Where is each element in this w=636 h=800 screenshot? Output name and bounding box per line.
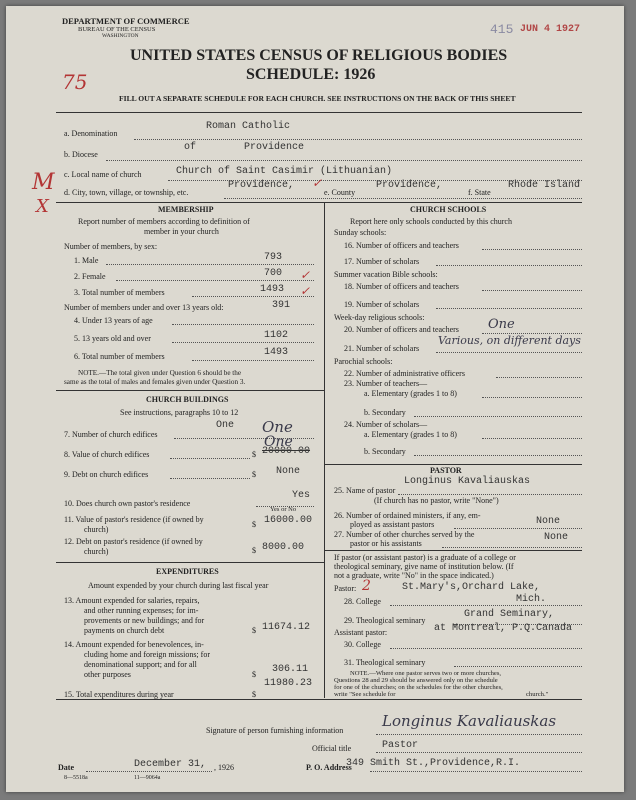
q12-dollar: $ (252, 546, 256, 555)
pastor-rule (324, 550, 582, 551)
total3-label: 3. Total number of members (74, 288, 165, 297)
q24-label: 24. Number of scholars— (344, 420, 428, 429)
under13-line (172, 324, 314, 325)
date-line (86, 771, 212, 772)
graduate-note-3: not a graduate, write "No" in the space indicated.) (334, 571, 494, 580)
q12-label-2: church) (84, 547, 109, 556)
assistant-pastor-label: Assistant pastor: (334, 628, 388, 637)
city-label: d. City, town, village, or township, etc. (64, 188, 189, 197)
q18-line (482, 290, 582, 291)
membership-heading: MEMBERSHIP (158, 205, 214, 214)
pastor-note-3: for one of the churches; on the schedules for the other churches, (334, 684, 503, 691)
sunday-label: Sunday schools: (334, 228, 387, 237)
pastor-heading: PASTOR (430, 466, 462, 475)
state-label: f. State (468, 188, 491, 197)
membership-note-1: NOTE.—The total given under Question 6 should be the (78, 369, 242, 377)
q22-label: 22. Number of administrative officers (344, 369, 465, 378)
po-address-label: P. O. Address (306, 763, 352, 772)
q27-line (442, 547, 582, 548)
q27-value: None (544, 532, 569, 543)
column-divider (324, 202, 325, 698)
church-name-value: Church of Saint Casimir (Lithuanian) (176, 166, 393, 177)
q22-line (496, 377, 582, 378)
q7-line (174, 438, 314, 439)
total6-value: 1493 (264, 347, 289, 358)
pastor-annotation: 2 (362, 578, 371, 594)
red-check-female: ✓ (300, 268, 311, 282)
q31-line (454, 666, 582, 667)
male-value: 793 (264, 252, 283, 263)
q26-label-1: 26. Number of ordained ministers, if any, em- (334, 511, 481, 520)
schools-intro: Report here only schools conducted by this church (350, 217, 512, 226)
under13-label: 4. Under 13 years of age (74, 316, 153, 325)
q10-label: 10. Does church own pastor's residence (64, 499, 191, 508)
schedule-title: SCHEDULE: 1926 (246, 66, 376, 83)
summer-label: Summer vacation Bible schools: (334, 270, 438, 279)
q26-line (454, 528, 582, 529)
received-stamp-date: JUN 4 1927 (520, 24, 581, 35)
q19-label: 19. Number of scholars (344, 300, 420, 309)
city-line (224, 198, 582, 199)
q25-note: (If church has no pastor, write "None") (374, 496, 499, 505)
q18-label: 18. Number of officers and teachers (344, 282, 459, 291)
male-label: 1. Male (74, 256, 99, 265)
membership-intro-1: Report number of members according to definition of (78, 217, 250, 226)
membership-note-2: same as the total of males and females given under Question 3. (64, 378, 246, 386)
q21-value: Various, on different days (438, 334, 581, 347)
buildings-rule (56, 562, 324, 563)
q28-label: 28. College (344, 597, 381, 606)
county-value: Providence, (376, 180, 443, 191)
total3-value: 1493 (260, 284, 285, 295)
age-label: Number of members under and over 13 years old: (64, 303, 224, 312)
po-address-line (370, 771, 582, 772)
city-value: Providence, (228, 180, 295, 191)
signature-line (376, 734, 582, 735)
q14-value: 306.11 (272, 664, 309, 675)
official-title-value: Pastor (382, 740, 419, 751)
q24a-line (482, 438, 582, 439)
q10-value: Yes (292, 490, 311, 501)
q11-label-1: 11. Value of pastor's residence (if owned by (64, 515, 204, 524)
annotation-x: X (36, 196, 49, 217)
schools-rule (324, 464, 582, 465)
annotation-m: M (32, 170, 55, 195)
q7-value: One (216, 420, 235, 431)
pastor-sub-label: Pastor: (334, 584, 357, 593)
official-title-line (376, 752, 582, 753)
q20-value: One (488, 317, 515, 332)
pastor-note-5: church." (526, 691, 549, 698)
county-label: e. County (324, 188, 356, 197)
total6-line (192, 360, 314, 361)
q9-line (170, 478, 250, 479)
q9-value: None (276, 466, 301, 477)
q8-value: 20000.00 (262, 446, 311, 457)
male-line (106, 264, 314, 265)
q24b-label: b. Secondary (364, 447, 406, 456)
official-title-label: Official title (312, 744, 352, 753)
q28-value-2: Mich. (516, 594, 547, 605)
q30-label: 30. College (344, 640, 381, 649)
by-sex-label: Number of members, by sex: (64, 242, 158, 251)
q26-label-2: ployed as assistant pastors (350, 520, 435, 529)
diocese-line (106, 160, 582, 161)
q14-dollar: $ (252, 670, 256, 679)
q11-dollar: $ (252, 520, 256, 529)
schools-heading: CHURCH SCHOOLS (410, 205, 487, 214)
graduate-note-1: If pastor (or assistant pastor) is a graduate of a college or (334, 553, 516, 562)
fill-instructions: FILL OUT A SEPARATE SCHEDULE FOR EACH CHURCH. SEE INSTRUCTIONS ON THE BACK OF THIS SHEET (119, 94, 516, 103)
q15-dollar: $ (252, 690, 256, 699)
female-label: 2. Female (74, 272, 106, 281)
q30-line (390, 648, 582, 649)
q23a-line (482, 397, 582, 398)
q17-label: 17. Number of scholars (344, 257, 420, 266)
q23b-line (414, 416, 582, 417)
red-check-city: ✓ (312, 176, 323, 190)
q13-label-2: and other running expenses; for im- (84, 606, 199, 615)
age-value: 391 (272, 300, 291, 311)
state-value: Rhode Island (508, 180, 581, 191)
q27-label-1: 27. Number of other churches served by the (334, 530, 475, 539)
q21-label: 21. Number of scholars (344, 344, 420, 353)
q17-line (436, 265, 582, 266)
date-value: December 31, (134, 759, 207, 770)
form-number-1: 8—5518a (64, 775, 88, 781)
q13-dollar: $ (252, 626, 256, 635)
pastor-note-1: NOTE.—Where one pastor serves two or more churches, (350, 670, 502, 677)
q14-label-3: denominational support; and for all (84, 660, 197, 669)
parochial-label: Parochial schools: (334, 357, 393, 366)
denomination-line (134, 139, 582, 140)
date-label: Date (58, 763, 74, 772)
q9-dollar: $ (252, 470, 256, 479)
date-year: , 1926 (214, 763, 234, 772)
q29-value-2: at Montreal, P.Q.Canada (434, 623, 573, 634)
q25-line (398, 494, 582, 495)
q11-value: 16000.00 (264, 515, 313, 526)
over13-value: 1102 (264, 330, 289, 341)
q12-value: 8000.00 (262, 542, 305, 553)
q14-label-1: 14. Amount expended for benevolences, in- (64, 640, 204, 649)
q14-label-4: other purposes (84, 670, 131, 679)
total6-label: 6. Total number of members (74, 352, 165, 361)
diocese-value: of Providence (184, 142, 305, 153)
q7-hand-value: One (262, 418, 293, 436)
yes-no-hint: Yes or No (270, 506, 297, 513)
pastor-note-2: Questions 28 and 29 should be answered only on the schedule (334, 677, 498, 684)
q28-line (390, 605, 582, 606)
weekday-label: Week-day religious schools: (334, 313, 425, 322)
po-address-value: 349 Smith St.,Providence,R.I. (346, 758, 521, 769)
church-name-label: c. Local name of church (64, 170, 142, 179)
q24a-label: a. Elementary (grades 1 to 8) (364, 430, 457, 439)
q15-value: 11980.23 (264, 678, 313, 689)
q13-label-4: payments on church debt (84, 626, 165, 635)
signature-value: Longinus Kavaliauskas (382, 712, 557, 730)
stamp-number: 415 (490, 22, 514, 37)
q20-label: 20. Number of officers and teachers (344, 325, 459, 334)
expenditures-heading: EXPENDITURES (156, 567, 219, 576)
pastor-note-4: write "See schedule for (334, 691, 396, 698)
q27-label-2: pastor or his assistants (350, 539, 422, 548)
q8-line (170, 458, 250, 459)
census-schedule-sheet (6, 6, 624, 792)
red-check-total: ✓ (300, 284, 311, 298)
buildings-subheading: See instructions, paragraphs 10 to 12 (120, 408, 239, 417)
expenditures-subheading: Amount expended by your church during last fiscal year (88, 581, 269, 590)
q29-value-1: Grand Seminary, (464, 609, 555, 620)
q14-label-2: cluding home and foreign missions; for (84, 650, 210, 659)
dept-name: DEPARTMENT OF COMMERCE (62, 16, 190, 26)
q21-line (436, 352, 582, 353)
section-rule (56, 202, 582, 203)
q23a-label: a. Elementary (grades 1 to 8) (364, 389, 457, 398)
header-rule (56, 112, 582, 113)
over13-label: 5. 13 years old and over (74, 334, 151, 343)
body-bottom-rule (56, 699, 582, 700)
female-value: 700 (264, 268, 283, 279)
q16-label: 16. Number of officers and teachers (344, 241, 459, 250)
annotation-75: 75 (62, 70, 88, 94)
membership-rule (56, 390, 324, 391)
q11-label-2: church) (84, 525, 109, 534)
q23b-label: b. Secondary (364, 408, 406, 417)
bureau-name: BUREAU OF THE CENSUS (78, 26, 156, 33)
denomination-value: Roman Catholic (206, 121, 291, 132)
city-name: WASHINGTON (102, 33, 139, 39)
q24b-line (414, 455, 582, 456)
q23-label: 23. Number of teachers— (344, 379, 428, 388)
membership-intro-2: member in your church (144, 227, 219, 236)
female-line (116, 280, 314, 281)
over13-line (172, 342, 314, 343)
form-number-2: 11—9064a (134, 775, 161, 781)
q31-label: 31. Theological seminary (344, 658, 426, 667)
q19-line (436, 308, 582, 309)
q25-value: Longinus Kavaliauskas (404, 476, 531, 487)
q9-label: 9. Debt on church edifices (64, 470, 149, 479)
denomination-label: a. Denomination (64, 129, 118, 138)
q8-hand-value: One (264, 434, 293, 450)
q13-label-1: 13. Amount expended for salaries, repairs, (64, 596, 200, 605)
q29-label: 29. Theological seminary (344, 616, 426, 625)
form-title: UNITED STATES CENSUS OF RELIGIOUS BODIES (130, 47, 508, 64)
q26-value: None (536, 516, 561, 527)
q28-value-1: St.Mary's,Orchard Lake, (402, 582, 541, 593)
diocese-label: b. Diocese (64, 150, 98, 159)
q8-dollar: $ (252, 450, 256, 459)
buildings-heading: CHURCH BUILDINGS (146, 395, 229, 404)
total3-line (192, 296, 314, 297)
q7-label: 7. Number of church edifices (64, 430, 158, 439)
q25-label: 25. Name of pastor (334, 486, 396, 495)
q13-label-3: provements or new buildings; and for (84, 616, 205, 625)
q16-line (482, 249, 582, 250)
q8-label: 8. Value of church edifices (64, 450, 150, 459)
q15-label: 15. Total expenditures during year (64, 690, 174, 699)
graduate-note-2: theological seminary, give name of institution below. (If (334, 562, 514, 571)
signature-label: Signature of person furnishing information (206, 726, 344, 735)
q13-value: 11674.12 (262, 622, 311, 633)
q12-label-1: 12. Debt on pastor's residence (if owned by (64, 537, 203, 546)
